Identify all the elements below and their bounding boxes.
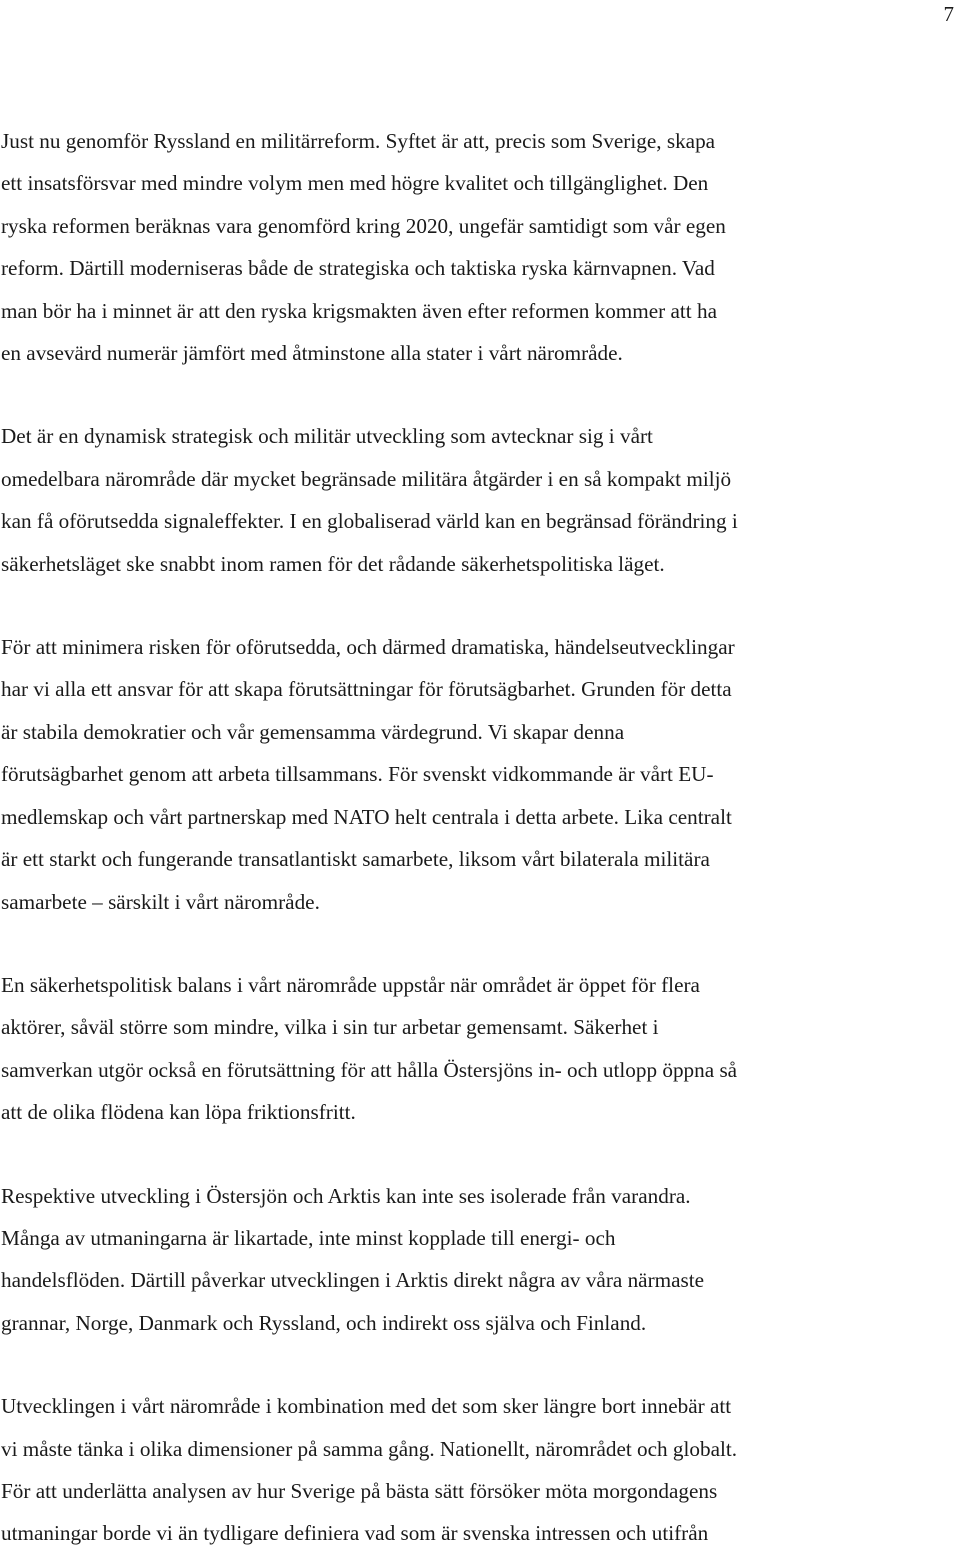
text-line: samverkan utgör också en förutsättning för att hålla Östersjöns in- och utlopp öppna så <box>1 1057 738 1082</box>
text-line: omedelbara närområde där mycket begränsade militära åtgärder i en så kompakt miljö <box>1 466 732 491</box>
text-line: förutsägbarhet genom att arbeta tillsammans. För svenskt vidkommande är vårt EU- <box>1 762 714 787</box>
text-line: handelsflöden. Därtill påverkar utvecklingen i Arktis direkt några av våra närmaste <box>1 1268 705 1293</box>
text-line: en avsevärd numerär jämfört med åtminstone alla stater i vårt närområde. <box>1 341 623 366</box>
text-line: En säkerhetspolitisk balans i vårt närområde uppstår när området är öppet för flera <box>1 972 700 997</box>
text-line: grannar, Norge, Danmark och Ryssland, och indirekt oss själva och Finland. <box>1 1310 647 1335</box>
text-line: är ett starkt och fungerande transatlantiskt samarbete, liksom vårt bilaterala militära <box>1 847 710 872</box>
text-line: aktörer, såväl större som mindre, vilka i sin tur arbetar gemensamt. Säkerhet i <box>1 1015 659 1040</box>
text-line: att de olika flödena kan löpa friktionsfritt. <box>1 1100 356 1125</box>
text-line: Många av utmaningarna är likartade, inte minst kopplade till energi- och <box>1 1225 616 1250</box>
paragraph <box>1 120 901 374</box>
page-number: 7 <box>943 2 954 26</box>
text-line: samarbete – särskilt i vårt närområde. <box>1 889 320 914</box>
text-line: man bör ha i minnet är att den ryska krigsmakten även efter reformen kommer att ha <box>1 298 717 323</box>
text-line: medlemskap och vårt partnerskap med NATO helt centrala i detta arbete. Lika centralt <box>1 804 732 829</box>
text-line: vi måste tänka i olika dimensioner på samma gång. Nationellt, närområdet och globalt. <box>1 1436 738 1461</box>
text-line: Just nu genomför Ryssland en militärreform. Syftet är att, precis som Sverige, skapa <box>1 129 716 153</box>
text-line: utmaningar borde vi än tydligare definiera vad som är svenska intressen och utifrån <box>1 1521 709 1546</box>
text-line: Utvecklingen i vårt närområde i kombination med det som sker längre bort innebär att <box>1 1394 732 1419</box>
paragraph <box>1 626 901 923</box>
paragraph <box>1 1385 901 1555</box>
paragraph <box>1 1175 901 1345</box>
text-line: För att minimera risken för oförutsedda, och därmed dramatiska, händelseutvecklingar <box>1 635 735 660</box>
text-line: Det är en dynamisk strategisk och militär utveckling som avtecknar sig i vårt <box>1 424 653 449</box>
text-line: Respektive utveckling i Östersjön och Arktis kan inte ses isolerade från varandra. <box>1 1183 691 1208</box>
text-line: är stabila demokratier och vår gemensamma värdegrund. Vi skapar denna <box>1 719 625 744</box>
text-line: reform. Därtill moderniseras både de strategiska och taktiska ryska kärnvapnen. Vad <box>1 256 715 281</box>
document-body <box>1 120 901 1555</box>
text-line: har vi alla ett ansvar för att skapa förutsättningar för förutsägbarhet. Grunden för detta <box>1 677 732 702</box>
paragraph <box>1 964 901 1134</box>
text-line: säkerhetsläget ske snabbt inom ramen för det rådande säkerhetspolitiska läget. <box>1 551 665 576</box>
paragraph <box>1 415 901 585</box>
text-line: ett insatsförsvar med mindre volym men med högre kvalitet och tillgänglighet. Den <box>1 171 709 196</box>
text-line: kan få oförutsedda signaleffekter. I en globaliserad värld kan en begränsad förändring i <box>1 509 738 534</box>
text-line: ryska reformen beräknas vara genomförd kring 2020, ungefär samtidigt som vår egen <box>1 213 726 238</box>
text-line: För att underlätta analysen av hur Sverige på bästa sätt försöker möta morgondagens <box>1 1478 718 1503</box>
